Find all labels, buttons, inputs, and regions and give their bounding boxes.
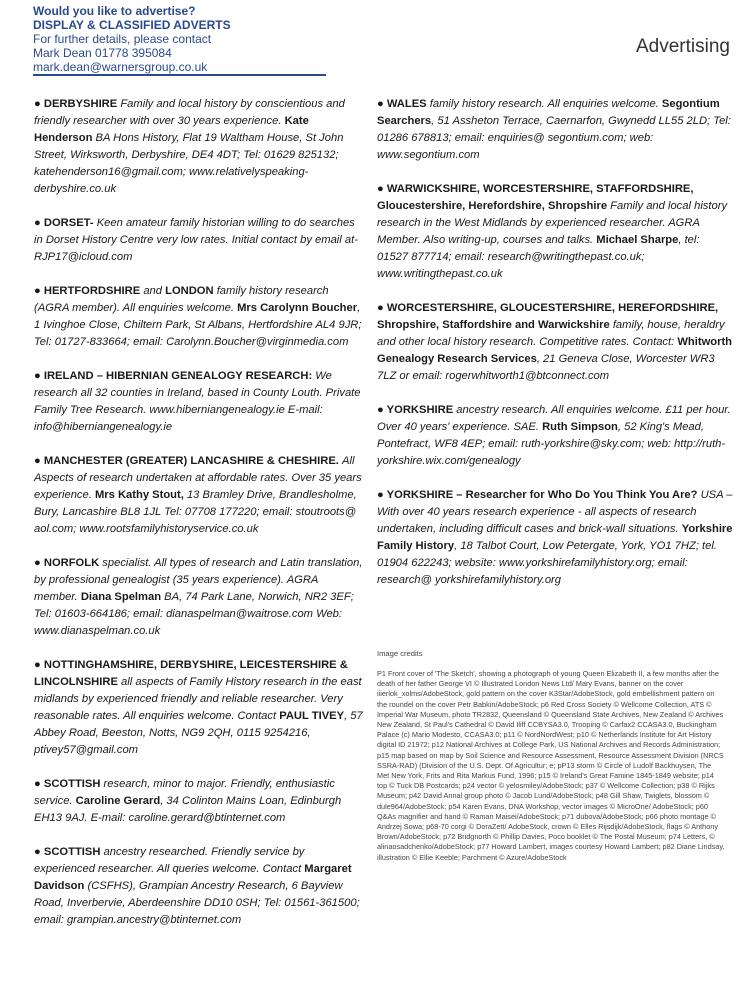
ad-italic-text: ancestry research. All enquiries welcome. £11 per hour. Over 40 years' experience. SAE. bbox=[377, 404, 731, 433]
ad-bold-text: ● WORCESTERSHIRE, GLOUCESTERSHIRE, HEREFORDSHIRE, Shropshire, Staffordshire and Warwickshire bbox=[377, 302, 719, 331]
ad-bold-text: LONDON bbox=[165, 285, 217, 297]
classified-ad bbox=[34, 215, 364, 266]
header-divider bbox=[33, 74, 326, 76]
left-ads-column bbox=[34, 96, 364, 946]
ad-bold-text: ● WALES bbox=[377, 98, 430, 110]
ad-italic-text: 13 Bramley Drive, Brandlesholme, Bury, Lancashire BL8 1JL Tel: 07708 177220; email: stoutroots@ aol.com; www.rootsfamilyhistoryservice.co.uk bbox=[34, 489, 357, 535]
ad-bold-text: Caroline Gerard bbox=[75, 795, 161, 807]
ad-bold-text: ● DORSET- bbox=[34, 217, 97, 229]
ad-bold-text: PAUL TIVEY bbox=[279, 710, 345, 722]
ad-italic-text: BA, 74 Park Lane, Norwich, NR2 3EF; Tel: 01603-664186; email: dianaspelman@waitrose.com Web: www.dianaspelman.co.uk bbox=[34, 591, 354, 637]
ad-italic-text: , 52 King's Mead, Pontefract, WF8 4EP; email: ruth-yorkshire@sky.com; web: http://ruth-yorkshire.wix.com/genealogy bbox=[377, 421, 726, 467]
ad-bold-text: Diana Spelman bbox=[80, 591, 165, 603]
adverts-type: DISPLAY & CLASSIFIED ADVERTS bbox=[33, 18, 231, 32]
ad-bold-text: Margaret Davidson bbox=[34, 863, 352, 892]
ad-bold-text: Whitworth Genealogy Research Services bbox=[377, 336, 733, 365]
ad-italic-text: Family and local history research in the West Midlands by experienced researcher. AGRA Member. Also writing-up, courses and talks. bbox=[377, 200, 728, 246]
ad-bold-text: Ruth Simpson bbox=[542, 421, 618, 433]
section-title: Advertising bbox=[636, 36, 730, 57]
ad-bold-text: ● NOTTINGHAMSHIRE, DERBYSHIRE, LEICESTERSHIRE & LINCOLNSHIRE bbox=[34, 659, 348, 688]
ad-bold-text: ● DERBYSHIRE bbox=[34, 98, 121, 110]
classified-ad bbox=[34, 776, 364, 827]
contact-email[interactable]: mark.dean@warnersgroup.co.uk bbox=[33, 60, 208, 74]
classified-ad bbox=[377, 300, 733, 385]
ad-bold-text: Kate Henderson bbox=[34, 115, 309, 144]
ad-bold-text: Segontium Searchers bbox=[377, 98, 720, 127]
ad-bold-text: ● IRELAND – HIBERNIAN GENEALOGY RESEARCH: bbox=[34, 370, 316, 382]
ad-italic-text: research, minor to major. Friendly, enthusiastic service. bbox=[34, 778, 335, 807]
advertise-heading: Would you like to advertise? bbox=[33, 4, 196, 18]
classified-ad bbox=[34, 453, 364, 538]
contact-phone: Mark Dean 01778 395084 bbox=[33, 46, 172, 60]
classified-ad bbox=[34, 283, 364, 351]
ad-italic-text: , 51 Assheton Terrace, Caernarfon, Gwynedd LL55 2LD; Tel: 01286 678813; email: enquiries@ segontium.com; web: www.segontium.com bbox=[377, 115, 731, 161]
ad-italic-text: and bbox=[143, 285, 166, 297]
ad-bold-text: ● SCOTTISH bbox=[34, 778, 104, 790]
ad-italic-text: Family and local history by conscientious and friendly researcher with over 30 years experience. bbox=[34, 98, 345, 127]
classified-ad bbox=[377, 402, 733, 470]
ad-italic-text: We research all 32 counties in Ireland, based in County Louth. Private Family Tree Research. www.hiberniangenealogy.ie E-mail: info@hiberniangenealogy.ie bbox=[34, 370, 361, 433]
ad-italic-text: , 18 Talbot Court, Low Petergate, York, YO1 7HZ; tel. 01904 622243; website: www.yorkshirefamilyhistory.org; email: research@ yorkshirefamilyhistory.org bbox=[377, 540, 717, 586]
ad-bold-text: Yorkshire Family History bbox=[377, 523, 733, 552]
ad-bold-text: ● MANCHESTER (GREATER) LANCASHIRE & CHESHIRE. bbox=[34, 455, 342, 467]
ad-italic-text: , 57 Abbey Road, Beeston, Notts, NG9 2QH, 0115 9254216, ptivey57@gmail.com bbox=[34, 710, 363, 756]
ad-italic-text: specialist. All types of research and Latin translation, by professional genealogist (35 years experience). AGRA member. bbox=[34, 557, 363, 603]
ad-italic-text: family history research (AGRA member). All enquiries welcome. bbox=[34, 285, 329, 314]
ad-italic-text: family history research. All enquiries welcome. bbox=[429, 98, 662, 110]
ad-bold-text: ● NORFOLK bbox=[34, 557, 103, 569]
classified-ad bbox=[34, 96, 364, 198]
classified-ad bbox=[34, 555, 364, 640]
classified-ad bbox=[377, 181, 733, 283]
ad-italic-text: family, house, heraldry and other local history research. Competitive rates. Contact: bbox=[377, 319, 725, 348]
classified-ad bbox=[34, 657, 364, 759]
ad-bold-text: ● YORKSHIRE bbox=[377, 404, 457, 416]
ad-italic-text: all aspects of Family History research in the east midlands by experienced friendly and reliable researcher. Very reasonable rates. All enquiries welcome. Contact bbox=[34, 676, 362, 722]
ad-italic-text: ancestry researched. Friendly service by experienced researcher. All queries welcome. Contact bbox=[34, 846, 305, 875]
ad-italic-text: USA – With over 40 years research experience - all aspects of research undertaken, including difficult cases and brick-wall situations. bbox=[377, 489, 733, 535]
ad-italic-text: , 21 Geneva Close, Worcester WR3 7LZ or email: rogerwhitworth1@btconnect.com bbox=[377, 353, 715, 382]
ad-italic-text: , 1 Ivinghoe Close, Chiltern Park, St Albans, Hertfordshire AL4 9JR; Tel: 01727-833664; email: Carolynn.Boucher@virginmedia.com bbox=[34, 302, 362, 348]
ad-italic-text: Keen amateur family historian willing to do searches in Dorset History Centre very low rates. Initial contact by email at-RJP17@icloud.com bbox=[34, 217, 358, 263]
ad-bold-text: Michael Sharpe bbox=[596, 234, 679, 246]
image-credits-title: Image credits bbox=[377, 649, 423, 658]
ad-italic-text: All Aspects of research undertaken at affordable rates. Over 35 years experience. bbox=[34, 455, 362, 501]
advertise-contact-box bbox=[33, 4, 333, 74]
classified-ad bbox=[34, 368, 364, 436]
ad-italic-text: BA Hons History, Flat 19 Waltham House, St John Street, Wirksworth, Derbyshire, DE4 4DT; Tel: 01629 825132; katehenderson16@gmail.com; www.relativelyspeaking-derbyshire.co.uk bbox=[34, 132, 344, 195]
ad-bold-text: Mrs Carolynn Boucher bbox=[237, 302, 358, 314]
contact-intro: For further details, please contact bbox=[33, 32, 212, 46]
ad-bold-text: ● WARWICKSHIRE, WORCESTERSHIRE, STAFFORDSHIRE, Gloucestershire, Herefordshire, Shropshire bbox=[377, 183, 694, 212]
ad-italic-text: , 34 Colinton Mains Loan, Edinburgh EH13 9AJ. E-mail: caroline.gerard@btinternet.com bbox=[34, 795, 342, 824]
ad-italic-text: , tel: 01527 877714; email: research@writingthepast.co.uk; www.writingthepast.co.uk bbox=[377, 234, 700, 280]
ad-bold-text: ● YORKSHIRE – Researcher for Who Do You Think You Are? bbox=[377, 489, 701, 501]
classified-ad bbox=[377, 96, 733, 164]
ad-bold-text: Mrs Kathy Stout, bbox=[94, 489, 187, 501]
classified-ad bbox=[34, 844, 364, 929]
ad-bold-text: ● HERTFORDSHIRE bbox=[34, 285, 144, 297]
right-ads-column bbox=[377, 96, 733, 606]
image-credits-text: P1 Front cover of 'The Sketch', showing a photograph of young Queen Elizabeth II, a few months after the death of her father George VI © Illustrated London News Ltd/ Mary Evans, banner on the cover iiierlok_xolms/AdobeStock, gold pattern on the cover K3Star/AdobeStock, gold embellishment pattern on the roundel on the cover Petr Babkin/AdobeStock; p6 Red Cross Society © Wellcome Collection, ATS © Imperial War Museum, photo TR2832, Queensland © Queensland State Archives, New Zealand © Archives New Zealand, St Paul's Cathedral © David Iliff CCBYSA3.0, Trooping © Carfax2 CCASA3.0, Buckingham Palace (c) Mario Modesto, CCASA3.0; p11 © NordNordWest; p10 © Netherlands Institute for Art History digital ID 21972; p12 National Archives at College Park, US National Archives and Records Administration; p15 map based on map by Soil Science and Resource Assessment, Resource Assessment Division (NRCS SSRA-RAD) (Division of the U.S. Dept. Of Agricultur; e; pP13 storm © Circle of Ludolf Backhuysen, The Met New York, Frits and Rita Markus Fund, 1996; p15 © Ireland's Great Famine 1845-1849 website; p14 top © Tuck DB Postcards; p24 vector © yelosmiley/AdobeStock; p37 © Wellcome Collection; p38 © Rijks Museum; p42 David Annal group photo © Jacob Lund/AdobeStock; p48 Gill Shaw, Twiglets, blossom © dule964/AdobeStock; p54 Karen Evans, DNA Workshop, vector images © MicroOne/ AdobeStock; p60 Q&As magnifier and hand © Raman Maisei/AdobeStock; p71 dubova/AdobeStock; p66 photo montage © Andrzej Sowa; p68-70 corgi © DoraZett/ AdobeStock, crown © Elles Rijsdijk/AdobeStock, flags © Anthony Brown/AdobeStock; p72 Bridgnorth © Phillip Davies, Poco booklet © The Postal Museum; p74 Letters, © alinaosadchenko/AdobeStock; p77 Howard Lambert, images courtesy Howard Lambert; p82 Diane Lindsay, illustration © Ellie Keeble; Parchment © Azure/AdobeStock bbox=[377, 669, 725, 862]
ad-italic-text: (CSFHS), Grampian Ancestry Research, 6 Bayview Road, Inverbervie, Aberdeenshire DD10 0SH; Tel: 01561-361500; email: grampian.ancestry@btinternet.com bbox=[34, 880, 360, 926]
classified-ad bbox=[377, 487, 733, 589]
ad-bold-text: ● SCOTTISH bbox=[34, 846, 104, 858]
